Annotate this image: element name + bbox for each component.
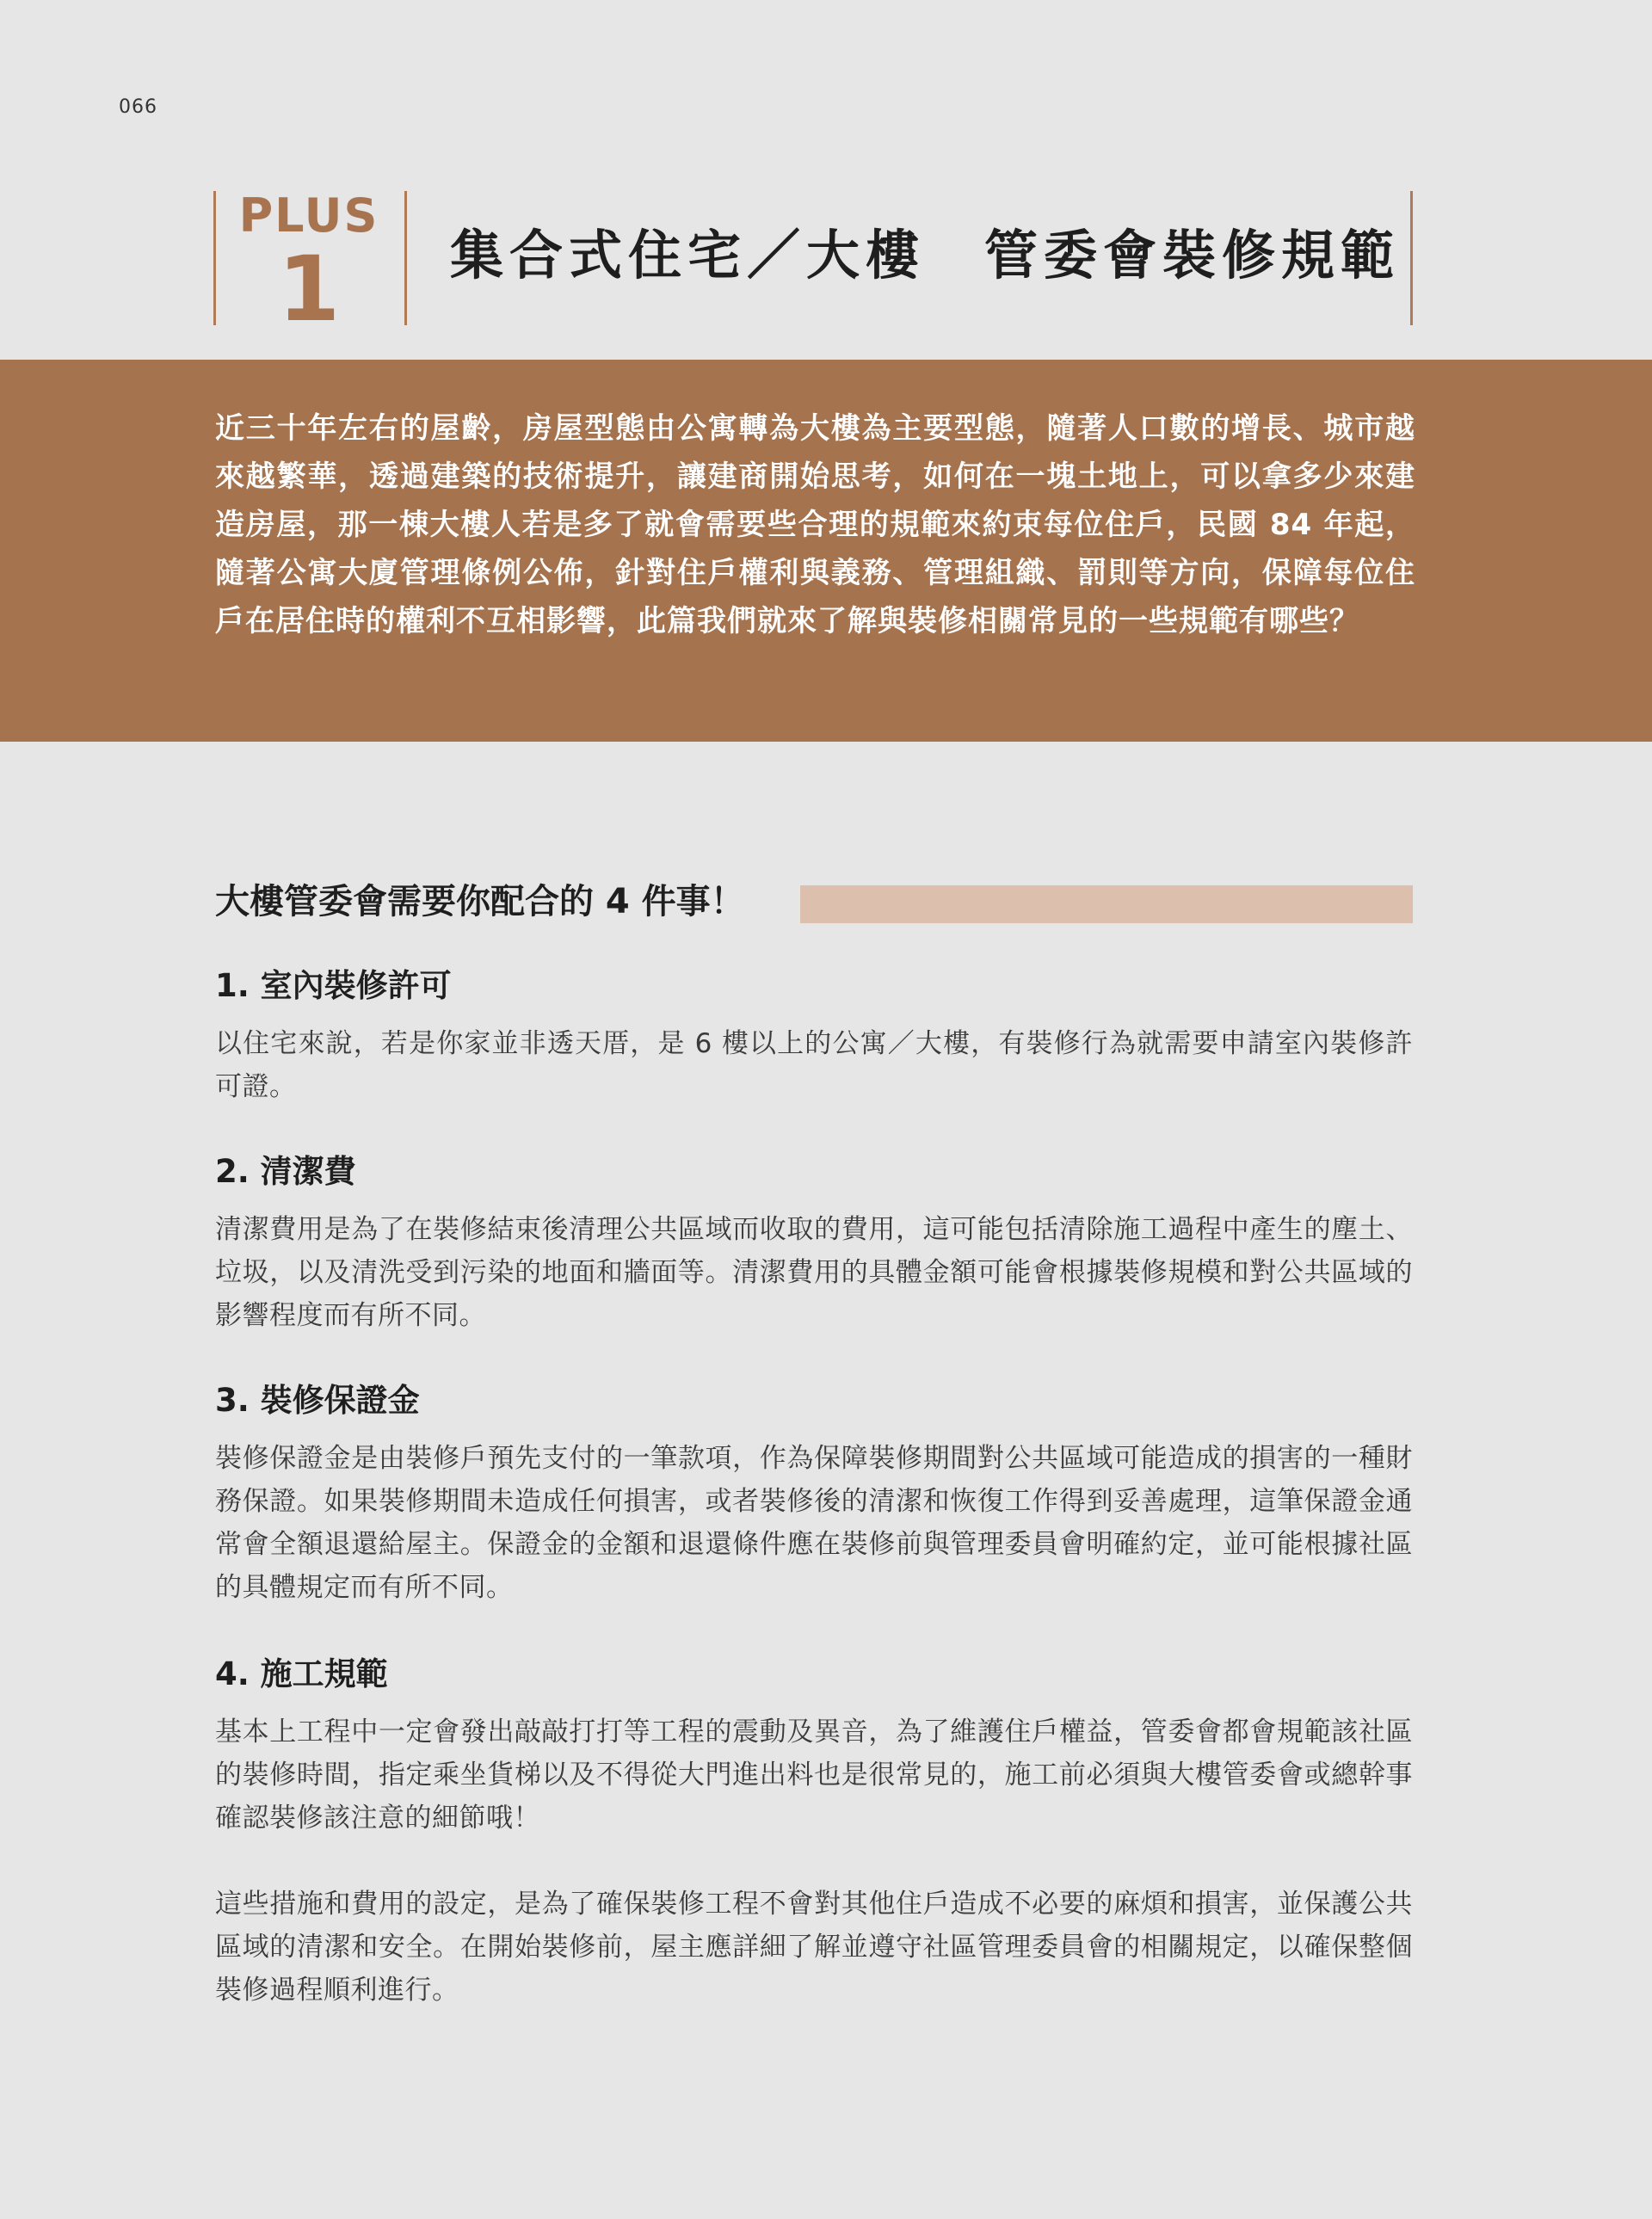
section-heading: 大樓管委會需要你配合的 4 件事！ bbox=[215, 882, 745, 922]
item-body-cleaning-fee: 清潔費用是為了在裝修結束後清理公共區域而收取的費用，這可能包括清除施工過程中產生的塵土、垃圾，以及清洗受到污染的地面和牆面等。清潔費用的具體金額可能會根據裝修規模和對公共區域的影響程度而有所不同。 bbox=[215, 1214, 1413, 1331]
item-title-deposit: 3. 裝修保證金 bbox=[215, 1382, 420, 1419]
section-heading-row bbox=[215, 878, 1413, 933]
item-title-cleaning-fee: 2. 清潔費 bbox=[215, 1153, 356, 1190]
item-title-permit: 1. 室內裝修許可 bbox=[215, 967, 452, 1004]
page-number: 066 bbox=[119, 96, 157, 118]
intro-paragraph: 近三十年左右的屋齡，房屋型態由公寓轉為大樓為主要型態，隨著人口數的增長、城市越來越繁華，透過建築的技術提升，讓建商開始思考，如何在一塊土地上，可以拿多少來建造房屋，那一棟大樓人若是多了就會需要些合理的規範來約束每位住戶，民國 84 年起，隨著公寓大廈管理條例公佈，針對住戶權利與義務、管理組織、罰則等方向，保障每位住戶在居住時的權利不互相影響，此篇我們就來了解與裝修相關常見的一些規範有哪些？ bbox=[215, 411, 1415, 638]
item-body-construction-rules: 基本上工程中一定會發出敲敲打打等工程的震動及異音，為了維護住戶權益，管委會都會規範該社區的裝修時間，指定乘坐貨梯以及不得從大門進出料也是很常見的，施工前必須與大樓管委會或總幹事確認裝修該注意的細節哦！ bbox=[215, 1717, 1413, 1834]
item-body-deposit: 裝修保證金是由裝修戶預先支付的一筆款項，作為保障裝修期間對公共區域可能造成的損害的一種財務保證。如果裝修期間未造成任何損害，或者裝修後的清潔和恢復工作得到妥善處理，這筆保證金通常會全額退還給屋主。保證金的金額和退還條件應在裝修前與管理委員會明確約定，並可能根據社區的具體規定而有所不同。 bbox=[215, 1443, 1413, 1603]
title-block bbox=[213, 188, 1413, 342]
item-body-permit: 以住宅來說，若是你家並非透天厝，是 6 樓以上的公寓／大樓，有裝修行為就需要申請室內裝修許可證。 bbox=[215, 1028, 1413, 1102]
page-title: 集合式住宅／大樓 管委會裝修規範 bbox=[450, 224, 1401, 287]
title-divider-middle bbox=[404, 191, 407, 325]
item-title-construction-rules: 4. 施工規範 bbox=[215, 1655, 388, 1692]
plus-label: PLUS bbox=[238, 188, 379, 243]
title-divider-right bbox=[1410, 191, 1413, 325]
conclusion-paragraph: 這些措施和費用的設定，是為了確保裝修工程不會對其他住戶造成不必要的麻煩和損害，並保護公共區域的清潔和安全。在開始裝修前，屋主應詳細了解並遵守社區管理委員會的相關規定，以確保整個裝修過程順利進行。 bbox=[215, 1889, 1413, 2006]
heading-accent-bar bbox=[800, 885, 1413, 923]
plus-number: 1 bbox=[277, 237, 341, 342]
